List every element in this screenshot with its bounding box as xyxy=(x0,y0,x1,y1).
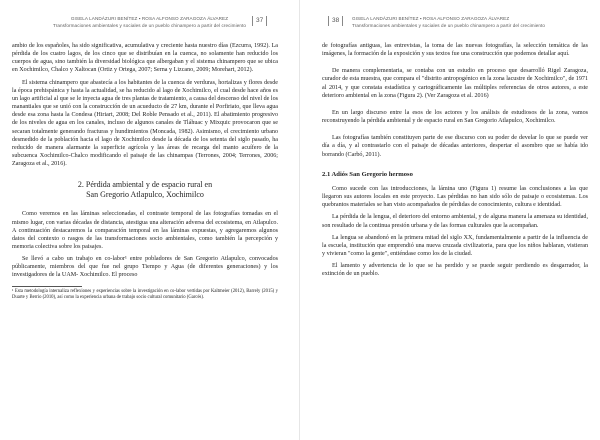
section-title-line-2: San Gregorio Atlapulco, Xochimilco xyxy=(86,190,204,200)
right-paragraph-1: de fotografías antiguas, las entrevistas, la toma de las nuevas fotografías, la selección temática de las imágenes, la formación de la exposición y sus textos fue una construcción que podemos detallar aquí. xyxy=(322,43,588,58)
right-page-number: 38 xyxy=(328,16,343,26)
left-running-head-title: Transformaciones ambientales y sociales de un pueblo chinampero a partir del crecimiento xyxy=(52,22,247,28)
right-paragraph-3: En un largo discurso entre la esos de los actores y los análisis de estudiosos de la zona, vamos reconstruyendo la pérdida ambiental y de espacio rural en San Gregorio Atlapulco, Xochimilco. xyxy=(322,109,588,125)
section-title-line-1: 2. Pérdida ambiental y de espacio rural en xyxy=(77,180,213,190)
left-paragraph-4: Se llevó a cabo un trabajo en co-labor¹ entre pobladores de San Gregorio Atlapulco, convocados públicamente, miembros del que fue nel grupo Tiempo y Agua (de diferentes generaciones) y los investigadores de la UAM- Xochimilco. El proceso xyxy=(12,256,278,279)
right-paragraph-2: De manera complementaria, se contaba con un estudio en proceso que desarrolló Rigel Zaragoza, curador de esta muestra, que compara el "distrito antropogénico en la zona lacustre de Xochimilco", de 1971 al 2014, y que constata estadística y cartográficamente las múltiples referencias de otros autores, a este deterioro ambiental en la zona (Figura 2). (Ver Zaragoza et al. 2016) xyxy=(322,68,588,99)
footnote: ¹ Esta metodología internaliza reflexiones y experiencias sobre la investigación en co-labor vertidas por Kaltmeier (2012), Barrely (2015) y Duarte y Berrio (2010), así como la experiencia urbana de trabajo socio cultural comunitario (Garcés). xyxy=(12,288,278,300)
right-running-head-title: Transformaciones ambientales y sociales de un pueblo chinampero a partir del crecimiento xyxy=(352,22,546,28)
right-paragraph-4: Las fotografías también constituyen parte de ese discurso con su poder de develar lo que se puede ver día a día, y al contrastarlo con el paisaje de décadas anteriores, despertar el asombro que se había ido borrando (Carbó, 2011). xyxy=(322,135,588,158)
right-paragraph-8: El lamento y advertencia de lo que se ha perdido y se puede seguir perdiendo es desgarrador, la extinción de un pueblo. xyxy=(322,263,588,278)
right-running-head xyxy=(352,16,582,29)
left-paragraph-2: El sistema chinampero que abastecía a los habitantes de la cuenca de verduras, hortalizas y flores desde la época prehispánica y hasta la actualidad, se ha reducido al lago de Xochimilco, el cual desde hace años es un lago artificial al que se le inyecta agua de tres plantas de tratamiento, a causa del descenso del nivel de los manantiales que se unió con la construcción de un acueducto de 27 km, durante el Porfiriato, que lleva agua desde esa zona hasta la Condesa (Hiriart, 2008; Del Roble Pensado et al., 2011). El abatimiento progresivo de los niveles de agua en los canales, incluso de algunos canales de Tláhuac y Mixquic provocaron que se secaran totalmente generando fracturas y hundimientos (Moncada, 1982). Asimismo, el crecimiento urbano desmedido de la población hacia el lago de Xochimilco desde la década de los setenta del siglo pasado, ha reducido de manera alarmante la superficie agrícola y las áreas de recarga del manto acuífero de la subcuenca Xochimilco-Chalco modificando el paisaje de las chinampas (Terrones, 2004; Terrones, 2006; Zaragoza et al., 2016). xyxy=(12,79,278,168)
right-page xyxy=(300,0,600,440)
section-title xyxy=(12,180,278,200)
left-page-number: 37 xyxy=(252,16,267,26)
subsection-title: 2.1 Adiós San Gregorio hermoso xyxy=(322,170,413,178)
right-page-body xyxy=(322,42,588,278)
right-paragraph-7: La lengua se abandonó en la primera mitad del siglo XX, fundamentalmente a partir de la influencia de la escuela, institución que emprendió una nueva cruzada civilizatoria, para que los niños hablaran, vistieran y vivieran "como la gente", entiéndase como los de la ciudad. xyxy=(322,234,588,257)
footnote-rule xyxy=(12,286,82,287)
left-paragraph-1: ambio de los españoles, ha sido significativa, acumulativa y creciente hasta nuestro días (Ezcurra, 1992). La pérdida de los cuatro lagos, de los cinco que se distribuían en la cuenca, no solamente han reducido los cuerpos de agua, sino también la diversidad biológica que albergaban y el sistema chinampero que se ubica en Xochimilco, Chalco y Xaltocan (Ortiz y Ortega, 2007; Serna y Lizcano, 2009; Morehart, 2012). xyxy=(12,43,278,74)
left-running-head xyxy=(52,16,247,29)
left-page-body xyxy=(12,42,278,301)
right-page-header xyxy=(322,16,588,34)
right-running-head-authors: GISELA LANDÁZURI BENÍTEZ ▪ ROSA ALFONSO ZARAGOZA ÁLVAREZ xyxy=(352,16,510,21)
right-paragraph-5: Como sucede con las introducciones, la lámina uno (Figura 1) resume las conclusiones a las que llegaron sus autores locales en este proyecto. Las pérdidas no han sido sólo de paisaje o ecosistemas. Los quebrantos materiales se han visto acompañados de pérdidas de conocimiento, cultura e identidad. xyxy=(322,185,588,209)
left-running-head-authors: GISELA LANDÁZURI BENÍTEZ ▪ ROSA ALFONSO ZARAGOZA ÁLVAREZ xyxy=(70,16,229,21)
left-paragraph-3: Como veremos en las láminas seleccionadas, el contraste temporal de las fotografías tomadas en el mismo lugar, con varias décadas de distancia, atestigua una alteración adversa del ecosistema, en Atlapulco. A continuación destacaremos la comparación temporal en las láminas expuestas, y agregaremos algunos datos del contexto o rasgos de las transformaciones socio ambientales, como también la percepción y memoria colectiva sobre los paisajes. xyxy=(12,211,278,250)
left-page-header xyxy=(12,16,278,34)
right-paragraph-6: La pérdida de la lengua, el deterioro del entorno ambiental, y de alguna manera la amenaza su identidad, son resultado de la continua presión urbana y de las formas culturales que la acompañan. xyxy=(322,214,588,229)
